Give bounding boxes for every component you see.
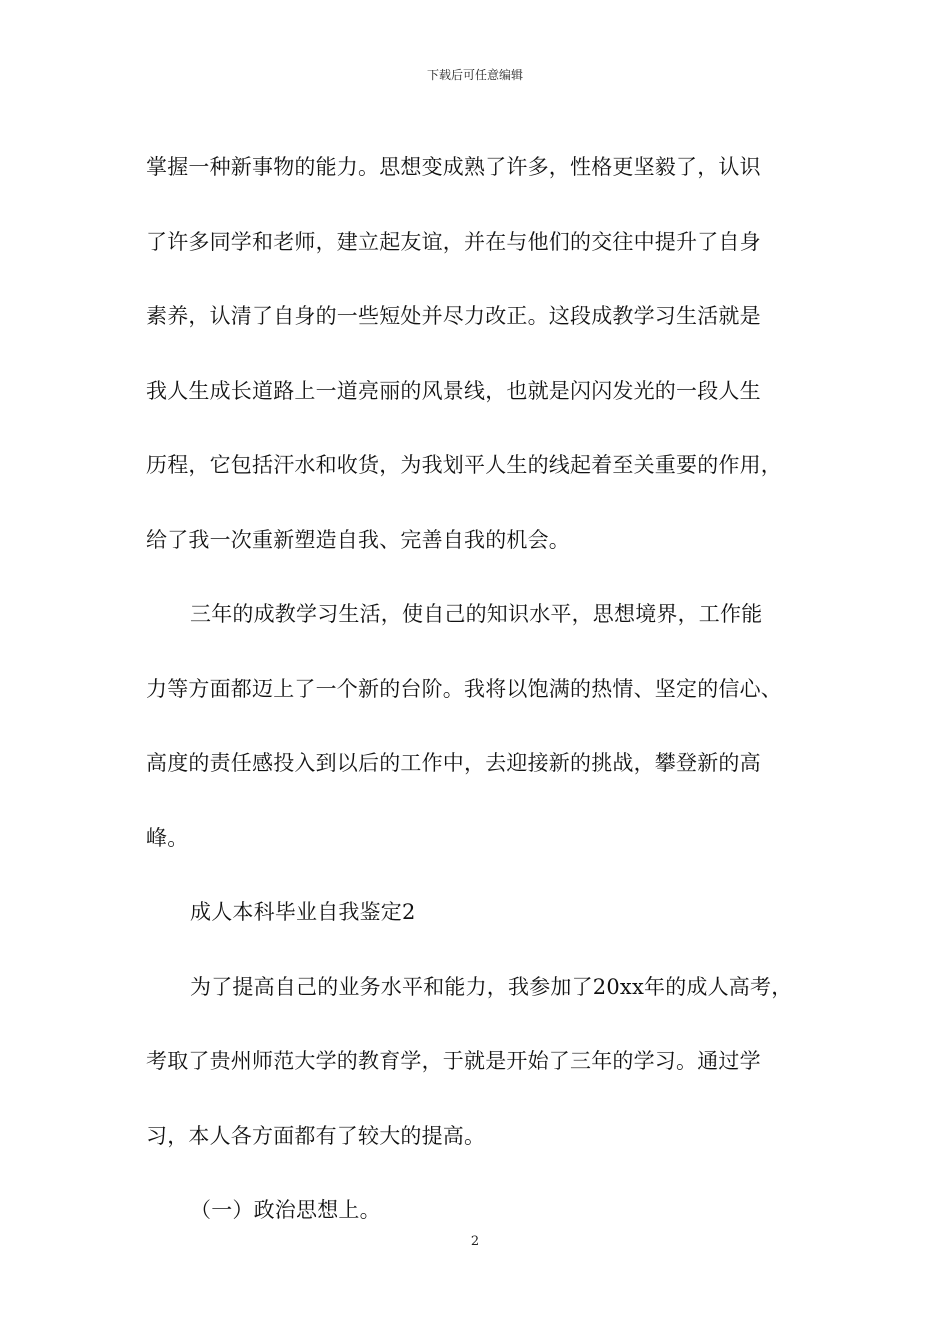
text-line: 高度的责任感投入到以后的工作中，去迎接新的挑战，攀登新的高 — [146, 751, 761, 775]
document-body — [146, 130, 816, 1248]
page-number: 2 — [470, 1234, 480, 1249]
subsection-heading: （一）政治思想上。 — [190, 1198, 381, 1222]
text-line: 力等方面都迈上了一个新的台阶。我将以饱满的热情、坚定的信心、 — [146, 676, 782, 701]
text-line: 习，本人各方面都有了较大的提高。 — [146, 1123, 486, 1148]
text-line: 了许多同学和老师，建立起友谊，并在与他们的交往中提升了自身 — [146, 229, 761, 254]
text-line: 给了我一次重新塑造自我、完善自我的机会。 — [146, 527, 570, 552]
paragraph-start-line: 为了提高自己的业务水平和能力，我参加了20xx年的成人高考， — [190, 974, 793, 999]
paragraph-start-line: 三年的成教学习生活，使自己的知识水平，思想境界，工作能 — [190, 602, 763, 626]
text-line: 掌握一种新事物的能力。思想变成熟了许多，性格更坚毅了，认识 — [146, 155, 761, 179]
section-heading: 成人本科毕业自我鉴定2 — [190, 900, 416, 924]
text-line: 我人生成长道路上一道亮丽的风景线，也就是闪闪发光的一段人生 — [146, 378, 761, 403]
page-header: 下载后可任意编辑 — [426, 68, 523, 82]
text-line: 考取了贵州师范大学的教育学，于就是开始了三年的学习。通过学 — [146, 1049, 761, 1073]
text-line: 历程，它包括汗水和收货，为我划平人生的线起着至关重要的作用， — [146, 453, 782, 477]
text-line: 峰。 — [146, 825, 189, 850]
text-line: 素养，认清了自身的一些短处并尽力改正。这段成教学习生活就是 — [146, 304, 761, 328]
